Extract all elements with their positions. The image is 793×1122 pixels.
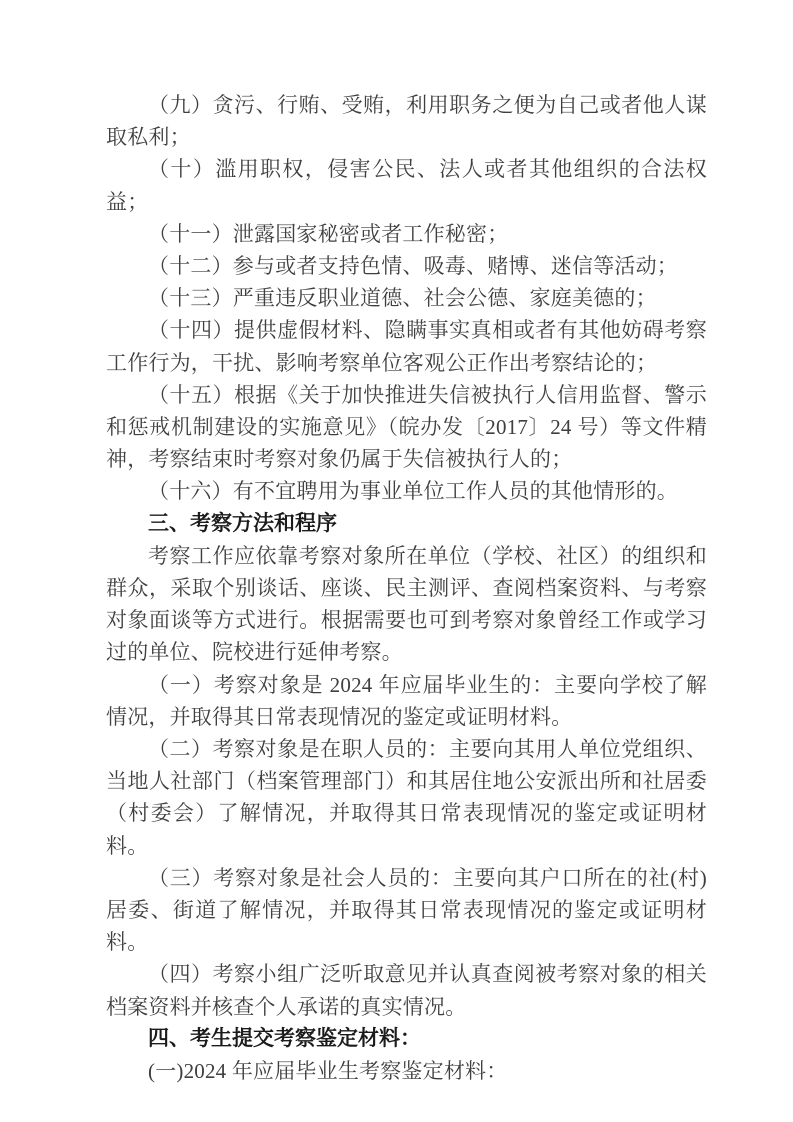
document-paragraph: （十五）根据《关于加快推进失信被执行人信用监督、警示和惩戒机制建设的实施意见》（皖办发〔2017〕24 号）等文件精神，考察结束时考察对象仍属于失信被执行人的；: [106, 382, 707, 472]
document-content: [106, 89, 707, 1087]
document-paragraph: (一)2024 年应届毕业生考察鉴定材料：: [148, 1059, 508, 1084]
document-paragraph: （十二）参与或者支持色情、吸毒、赌博、迷信等活动；: [148, 254, 678, 279]
document-paragraph: 考察工作应依靠考察对象所在单位（学校、社区）的组织和群众，采取个别谈话、座谈、民主测评、查阅档案资料、与考察对象面谈等方式进行。根据需要也可到考察对象曾经工作或学习过的单位、院校进行延伸考察。: [106, 543, 707, 665]
document-paragraph: （二）考察对象是在职人员的：主要向其用人单位党组织、当地人社部门（档案管理部门）和其居住地公安派出所和社居委（村委会）了解情况，并取得其日常表现情况的鉴定或证明材料。: [106, 737, 707, 858]
document-paragraph: （三）考察对象是社会人员的：主要向其户口所在的社(村)居委、街道了解情况，并取得其日常表现情况的鉴定或证明材料。: [106, 865, 707, 955]
document-paragraph: （十六）有不宜聘用为事业单位工作人员的其他情形的。: [148, 479, 678, 504]
section-heading: 四、考生提交考察鉴定材料：: [148, 1026, 421, 1050]
section-heading: 三、考察方法和程序: [148, 511, 337, 535]
document-paragraph: （十四）提供虚假材料、隐瞒事实真相或者有其他妨碍考察工作行为，干扰、影响考察单位客观公正作出考察结论的；: [106, 318, 707, 375]
document-paragraph: （四）考察小组广泛听取意见并认真查阅被考察对象的相关档案资料并核查个人承诺的真实情况。: [106, 962, 707, 1019]
document-paragraph: （十）滥用职权，侵害公民、法人或者其他组织的合法权益；: [106, 157, 707, 214]
document-paragraph: （十三）严重违反职业道德、社会公德、家庭美德的；: [148, 286, 657, 311]
document-paragraph: （十一）泄露国家秘密或者工作秘密；: [148, 221, 509, 246]
document-paragraph: （九）贪污、行贿、受贿，利用职务之便为自己或者他人谋取私利；: [106, 93, 707, 150]
document-paragraph: （一）考察对象是 2024 年应届毕业生的：主要向学校了解情况，并取得其日常表现情况的鉴定或证明材料。: [106, 672, 707, 729]
